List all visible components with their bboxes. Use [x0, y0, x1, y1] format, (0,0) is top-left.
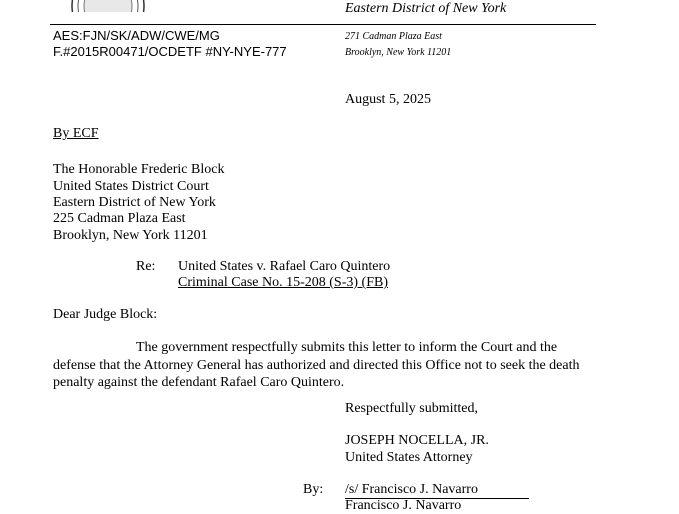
salutation: Dear Judge Block:	[53, 307, 158, 322]
file-reference-initials: AES:FJN/SK/ADW/CWE/MG	[53, 28, 220, 43]
signature: /s/ Francisco J. Navarro	[345, 482, 529, 499]
office-district: Eastern District of New York	[345, 1, 507, 16]
office-address-city: Brooklyn, New York 11201	[345, 47, 452, 58]
office-address-street: 271 Cadman Plaza East	[345, 31, 442, 42]
signature-line	[345, 482, 529, 499]
re-label: Re:	[136, 259, 156, 274]
recipient-line: Brooklyn, New York 11201	[53, 228, 208, 243]
recipient-line: Eastern District of New York	[53, 195, 216, 210]
attorney-name: JOSEPH NOCELLA, JR.	[345, 433, 489, 448]
valediction: Respectfully submitted,	[345, 401, 478, 416]
delivery-method: By ECF	[53, 126, 99, 141]
signer-name: Francisco J. Navarro	[345, 498, 462, 513]
letter-date: August 5, 2025	[345, 92, 431, 107]
letterhead-rule	[50, 24, 596, 25]
attorney-title: United States Attorney	[345, 450, 473, 465]
department-seal	[70, 0, 146, 12]
recipient-line: The Honorable Frederic Block	[53, 162, 225, 177]
case-title: United States v. Rafael Caro Quintero	[178, 259, 391, 274]
by-label: By:	[303, 482, 324, 497]
file-reference-number: F.#2015R00471/OCDETF #NY-NYE-777	[53, 44, 287, 59]
case-number: Criminal Case No. 15-208 (S-3) (FB)	[178, 275, 388, 290]
letter-body: The government respectfully submits this letter to inform the Court and the defense that the Attorney General has authorized and directed this Office not to seek the death penalty against the defendant Rafael Caro Quintero.	[53, 340, 580, 390]
recipient-line: United States District Court	[53, 179, 209, 194]
recipient-line: 225 Cadman Plaza East	[53, 211, 186, 226]
